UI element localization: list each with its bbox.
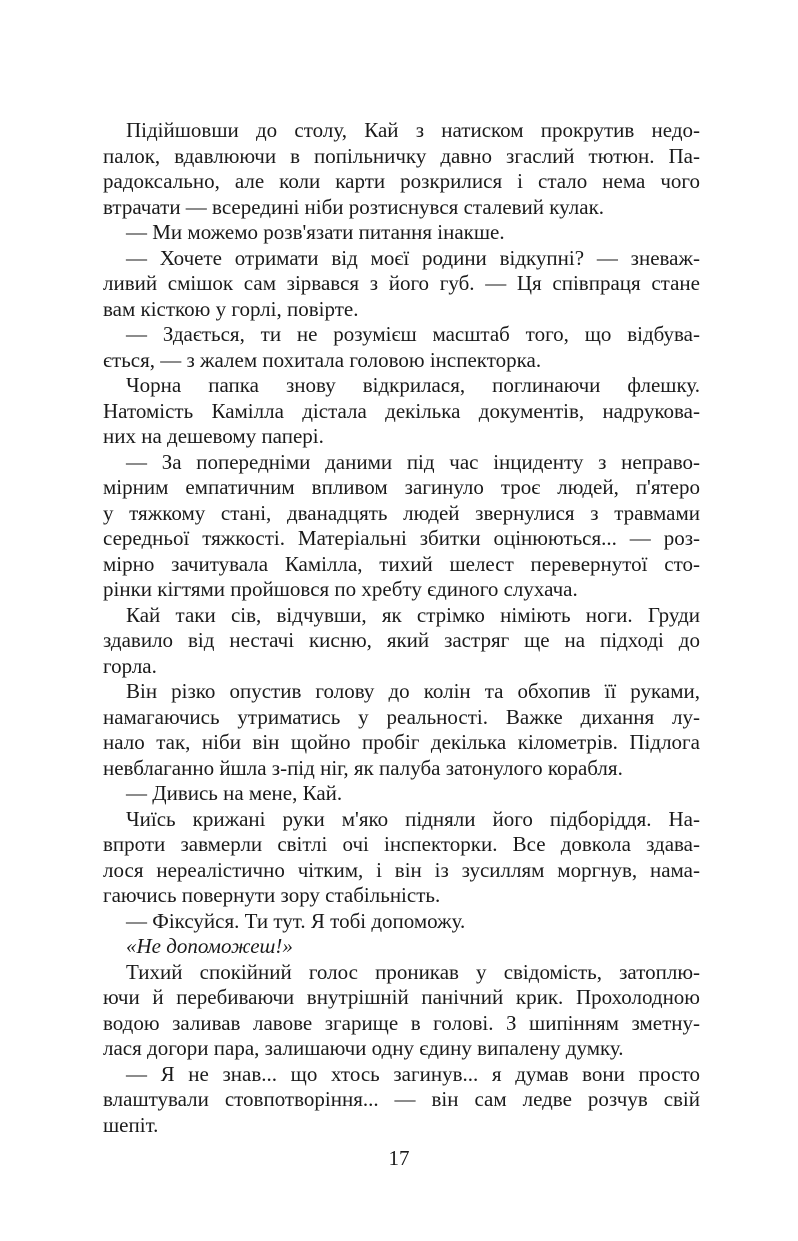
text-line: водою заливав лавове згарище в голові. З шипінням зметну- (103, 1010, 700, 1035)
text-line: невблаганно йшла з-під ніг, як палуба затонулого корабля. (103, 755, 623, 780)
text-line: влаштували стовпотворіння... — він сам ледве розчув свій (103, 1087, 700, 1111)
text-line: — За попередніми даними під час інциденту з неправо- (126, 449, 700, 474)
text-line: них на дешевому папері. (103, 424, 324, 448)
paragraph (103, 807, 700, 909)
page-number: 17 (388, 1146, 410, 1170)
text-line: нало так, ніби він щойно пробіг декілька кілометрів. Підлога (103, 730, 700, 754)
paragraph (103, 220, 700, 246)
text-line: гаючись повернути зору стабільність. (103, 883, 441, 907)
text-line: Чиїсь крижані руки м'яко підняли його підборіддя. На- (126, 806, 700, 831)
text-line: лося нереалістично чітким, і він із зусиллям моргнув, нама- (103, 857, 700, 882)
paragraph (103, 909, 700, 935)
paragraph (103, 934, 700, 960)
text-line: намагаючись утриматись у реальності. Важке дихання лу- (103, 704, 700, 729)
text-line: Чорна папка знову відкрилася, поглинаючи флешку. (126, 373, 700, 397)
text-line: — Я не знав... що хтось загинув... я думав вони просто (126, 1061, 700, 1086)
text-line: мірно зачитувала Камілла, тихий шелест перевернутої сто- (103, 551, 700, 576)
text-line: ючи й перебиваючи внутрішній панічний крик. Прохолодною (103, 985, 700, 1009)
paragraph (103, 118, 700, 220)
text-line: — Ми можемо розв'язати питання інакше. (126, 220, 505, 244)
text-line: здавило від нестачі кисню, який застряг ще на підході до (103, 628, 700, 652)
text-line: Натомість Камілла дістала декілька документів, надрукова- (103, 398, 700, 423)
text-line: горла. (103, 653, 157, 678)
text-line: — Фіксуйся. Ти тут. Я тобі допоможу. (126, 908, 466, 933)
text-line: радоксально, але коли карти розкрилися і стало нема чого (103, 169, 700, 193)
text-line: Тихий спокійний голос проникав у свідомість, затоплю- (126, 959, 700, 984)
paragraph (103, 679, 700, 781)
text-line: «Не допоможеш!» (126, 934, 293, 958)
paragraph (103, 246, 700, 323)
paragraph (103, 450, 700, 603)
text-line: ється, — з жалем похитала головою інспекторка. (103, 347, 542, 372)
text-line: шепіт. (103, 1112, 159, 1137)
text-line: рінки кігтями пройшовся по хребту єдиного слухача. (103, 577, 578, 601)
text-line: у тяжкому стані, дванадцять людей звернулися з травмами (103, 500, 700, 525)
text-line: Кай таки сів, відчувши, як стрімко німіють ноги. Груди (126, 602, 700, 627)
text-line: втрачати — всередині ніби розтиснувся сталевий кулак. (103, 194, 605, 219)
text-line: Він різко опустив голову до колін та обхопив її руками, (126, 679, 700, 703)
body-text (103, 118, 700, 1138)
text-line: Підійшовши до столу, Кай з натиском прокрутив недо- (126, 118, 700, 142)
text-line: середньої тяжкості. Матеріальні збитки оцінюються... — роз- (103, 526, 700, 550)
text-line: ливий смішок сам зірвався з його губ. — Ця співпраця стане (103, 271, 700, 295)
paragraph (103, 960, 700, 1062)
text-line: впроти завмерли світлі очі інспекторки. Все довкола здава- (103, 832, 700, 856)
paragraph (103, 603, 700, 680)
paragraph (103, 781, 700, 807)
text-line: — Хочете отримати від моєї родини відкупні? — зневаж- (126, 245, 700, 270)
paragraph (103, 1062, 700, 1139)
text-line: палок, вдавлюючи в попільничку давно згаслий тютюн. Па- (103, 143, 700, 168)
text-line: вам кісткою у горлі, повірте. (103, 296, 359, 321)
paragraph (103, 373, 700, 450)
paragraph (103, 322, 700, 373)
text-line: мірним емпатичним впливом загинуло троє людей, п'ятеро (103, 475, 700, 499)
text-line: — Здається, ти не розумієш масштаб того, що відбува- (126, 322, 700, 346)
text-line: — Дивись на мене, Кай. (126, 781, 343, 805)
text-line: лася догори пара, залишаючи одну єдину випалену думку. (103, 1036, 624, 1060)
